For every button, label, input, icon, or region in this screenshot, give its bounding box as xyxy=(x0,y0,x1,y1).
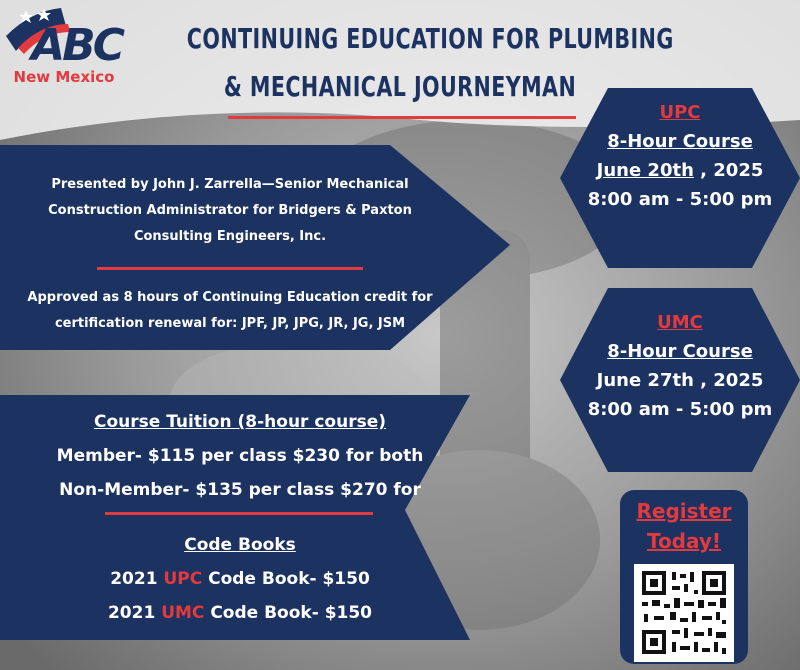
upc-code: UPC xyxy=(659,102,701,123)
code-book-umc xyxy=(20,596,460,630)
code-books-heading: Code Books xyxy=(184,535,296,555)
tuition-heading: Course Tuition (8-hour course) xyxy=(93,412,387,432)
title-underline xyxy=(228,116,576,119)
register-line1: Register xyxy=(636,499,732,523)
upc-date xyxy=(568,156,792,185)
umc-date: June 27th , 2025 xyxy=(596,370,764,391)
logo-region-text: New Mexico xyxy=(13,68,115,86)
code-book-umc-price: Code Book- $150 xyxy=(204,603,373,623)
page-title-line2: & MECHANICAL JOURNEYMAN xyxy=(223,70,577,103)
code-book-umc-year: 2021 xyxy=(107,603,162,623)
presenter-divider xyxy=(97,267,363,270)
upc-course: 8-Hour Course xyxy=(607,131,753,152)
presenter-line1: Presented by John J. Zarrella—Senior Mechanical xyxy=(51,177,409,192)
presenter-text xyxy=(20,172,440,250)
register-button[interactable] xyxy=(620,496,748,556)
upc-date-year: , 2025 xyxy=(693,160,764,181)
code-book-umc-code: UMC xyxy=(161,603,205,623)
approved-text xyxy=(20,285,440,337)
presenter-line3: Consulting Engineers, Inc. xyxy=(133,229,327,244)
umc-time: 8:00 am - 5:00 pm xyxy=(587,399,773,420)
approved-line2: certification renewal for: JPF, JP, JPG, JR, JG, JSM xyxy=(54,316,406,331)
tuition-divider xyxy=(105,512,373,515)
tuition-nonmember: Non-Member- $135 per class $270 for xyxy=(59,480,421,500)
code-book-upc xyxy=(20,562,460,596)
approved-line1: Approved as 8 hours of Continuing Education credit for xyxy=(27,290,433,305)
code-book-upc-price: Code Book- $150 xyxy=(202,569,370,589)
tuition-member: Member- $115 per class $230 for both xyxy=(56,446,424,466)
umc-course: 8-Hour Course xyxy=(607,341,753,362)
upc-course-info xyxy=(568,98,792,214)
qr-code-link[interactable] xyxy=(634,564,734,662)
code-books-block xyxy=(20,528,460,630)
register-line2: Today! xyxy=(646,529,722,553)
umc-code: UMC xyxy=(657,312,703,333)
code-book-upc-code: UPC xyxy=(163,569,203,589)
logo-brand-text: ABC xyxy=(31,20,122,71)
tuition-block xyxy=(20,405,460,507)
presenter-line2: Construction Administrator for Bridgers & Paxton xyxy=(48,203,412,218)
umc-course-info xyxy=(568,308,792,424)
upc-date-day: June 20th xyxy=(596,160,694,181)
upc-time: 8:00 am - 5:00 pm xyxy=(587,189,773,210)
code-book-upc-year: 2021 xyxy=(110,569,164,589)
page-title-line1: CONTINUING EDUCATION FOR PLUMBING xyxy=(186,22,674,55)
